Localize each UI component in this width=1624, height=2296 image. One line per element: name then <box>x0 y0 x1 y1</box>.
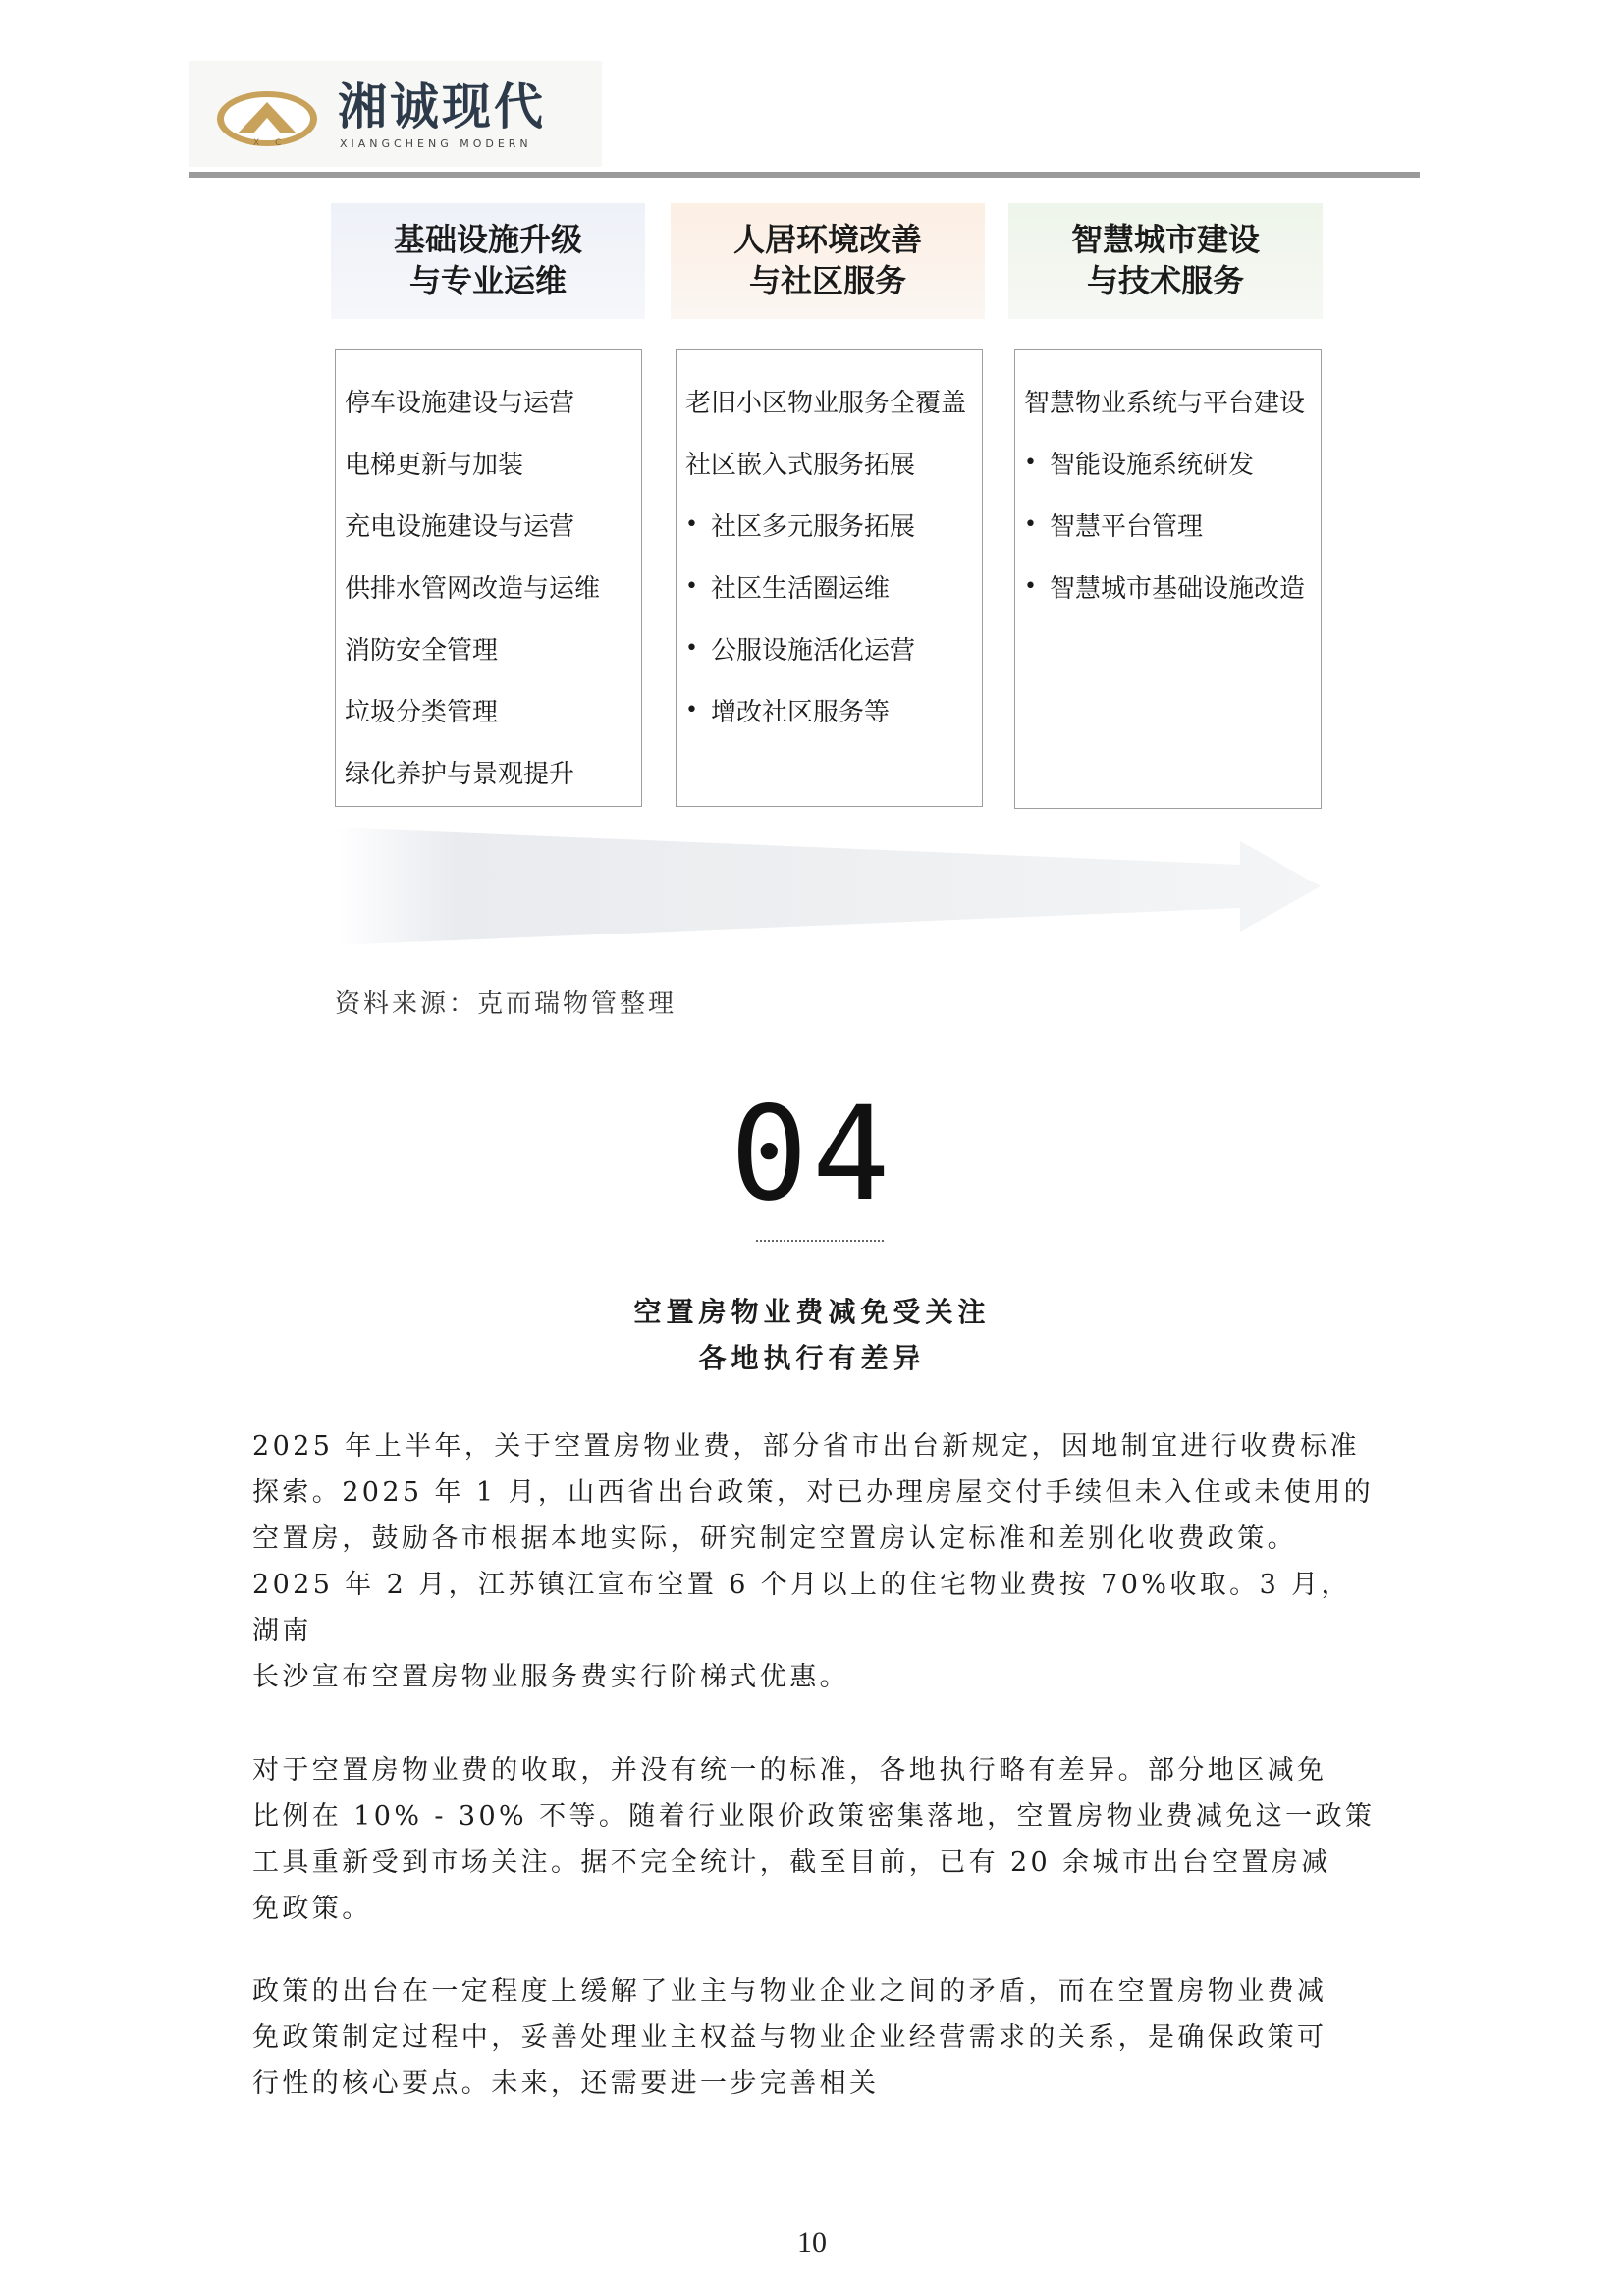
list-item <box>677 556 982 617</box>
list-item <box>336 432 641 494</box>
list-item <box>677 370 982 432</box>
page-number: 10 <box>797 2226 827 2259</box>
body-paragraph-3: 政策的出台在一定程度上缓解了业主与物业企业之间的矛盾，而在空置房物业费减 免政策制定过程中，妥善处理业主权益与物业企业经营需求的关系，是确保政策可 行性的核心要点。未来，还需要进一步完善相关 <box>252 1976 1327 2099</box>
list-item <box>677 432 982 494</box>
column-list-infrastructure <box>335 349 642 807</box>
logo-letter-x: X <box>253 138 260 148</box>
list-item-label: 消防安全管理 <box>345 636 499 666</box>
column-header-community: 人居环境改善 与社区服务 <box>671 203 985 319</box>
column-list-smart-city <box>1014 349 1322 809</box>
list-item <box>677 617 982 679</box>
section-title-line-2: 各地执行有差异 <box>698 1342 926 1374</box>
logo-letter-c: C <box>275 138 282 148</box>
bullet-icon: • <box>1024 451 1037 475</box>
list-item <box>336 494 641 556</box>
list-item <box>336 617 641 679</box>
list-item-label: 智慧平台管理 <box>1050 512 1204 542</box>
company-logo <box>214 88 320 149</box>
column-header-smart-city: 智慧城市建设 与技术服务 <box>1008 203 1323 319</box>
list-item <box>677 494 982 556</box>
list-item-label: 停车设施建设与运营 <box>345 389 575 418</box>
list-item <box>336 556 641 617</box>
list-item-label: 电梯更新与加装 <box>345 451 524 480</box>
list-item-label: 公服设施活化运营 <box>711 636 916 666</box>
bullet-icon: • <box>1024 574 1037 599</box>
bullet-icon: • <box>685 512 698 537</box>
list-item-label: 智慧城市基础设施改造 <box>1050 574 1306 604</box>
list-item <box>1015 432 1321 494</box>
list-item <box>336 679 641 741</box>
list-item-label: 社区多元服务拓展 <box>711 512 916 542</box>
list-item-label: 绿化养护与景观提升 <box>345 760 575 789</box>
body-paragraph-1: 2025 年上半年，关于空置房物业费，部分省市出台新规定，因地制宜进行收费标准 探索。2025 年 1 月，山西省出台政策，对已办理房屋交付手续但未入住或未使用的 空置房，鼓励各市根据本地实际，研究制定空置房认定标准和差别化收费政策。 2025 年 2 月，江苏镇江宣布空置 6 个月以上的住宅物业费按 70%收取。3 月，湖南 长沙宣布空置房物业服务费实行阶梯式优惠。 <box>252 1431 1375 1692</box>
header-divider <box>189 172 1420 178</box>
bullet-icon: • <box>685 636 698 661</box>
bullet-icon: • <box>1024 512 1037 537</box>
section-number-underline <box>756 1240 884 1242</box>
column-header-infrastructure: 基础设施升级 与专业运维 <box>331 203 645 319</box>
body-paragraph-2: 对于空置房物业费的收取，并没有统一的标准，各地执行略有差异。部分地区减免 比例在 10% - 30% 不等。随着行业限价政策密集落地，空置房物业费减免这一政策 工具重新受到市场关注。据不完全统计，截至目前，已有 20 余城市出台空置房减 免政策。 <box>252 1755 1376 1924</box>
list-item <box>1015 370 1321 432</box>
list-item <box>1015 556 1321 617</box>
list-item <box>1015 494 1321 556</box>
list-item <box>336 370 641 432</box>
list-item-label: 老旧小区物业服务全覆盖 <box>685 389 967 418</box>
brand-name-en: XIANGCHENG MODERN <box>340 137 532 150</box>
section-number: 04 <box>730 1079 894 1230</box>
list-item-label: 社区嵌入式服务拓展 <box>685 451 916 480</box>
bullet-icon: • <box>685 698 698 722</box>
progression-arrow-icon <box>337 828 1321 945</box>
list-item-label: 智能设施系统研发 <box>1050 451 1255 480</box>
section-title-line-1: 空置房物业费减免受关注 <box>633 1296 991 1328</box>
list-item <box>336 741 641 803</box>
list-item-label: 智慧物业系统与平台建设 <box>1024 389 1306 418</box>
list-item-label: 垃圾分类管理 <box>345 698 499 727</box>
brand-name-cn: 湘诚现代 <box>338 79 546 135</box>
column-list-community <box>676 349 983 807</box>
list-item-label: 充电设施建设与运营 <box>345 512 575 542</box>
list-item-label: 供排水管网改造与运维 <box>345 574 601 604</box>
list-item <box>677 679 982 741</box>
bullet-icon: • <box>685 574 698 599</box>
list-item-label: 增改社区服务等 <box>711 698 891 727</box>
list-item-label: 社区生活圈运维 <box>711 574 891 604</box>
source-note: 资料来源：克而瑞物管整理 <box>335 989 677 1019</box>
